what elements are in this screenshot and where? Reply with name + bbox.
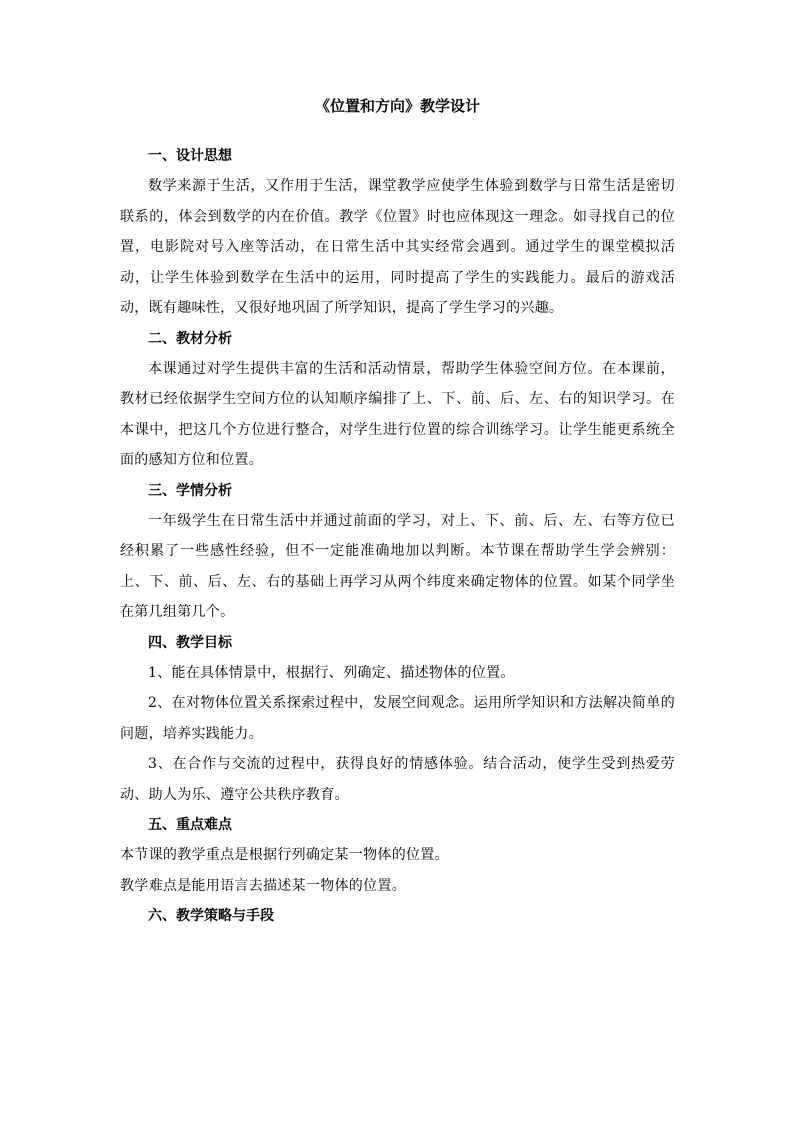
paragraph: 数学来源于生活，又作用于生活，课堂教学应使学生体验到数学与日常生活是密切联系的，体会到数学的内在价值。教学《位置》时也应体现这一理念。如寻找自己的位置，电影院对号入座等活动，在日常生活中其实经常会遇到。通过学生的课堂模拟活动，让学生体验到数学在生活中的运用，同时提高了学生的实践能力。最后的游戏活动，既有趣味性，又很好地巩固了所学知识，提高了学生学习的兴趣。 — [120, 178, 675, 316]
goal-item: 3、在合作与交流的过程中，获得良好的情感体验。结合活动，使学生受到热爱劳动、助人为乐、遵守公共秩序教育。 — [120, 756, 675, 803]
section-heading: 一、设计思想 — [148, 148, 232, 164]
paragraph: 本课通过对学生提供丰富的生活和活动情景，帮助学生体验空间方位。在本课前，教材已经依据学生空间方位的认知顺序编排了上、下、前、后、左、右的知识学习。在本课中，把这几个方位进行整合，对学生进行位置的综合训练学习。让学生能更系统全面的感知方位和位置。 — [120, 360, 675, 468]
section-textbook-analysis — [120, 324, 675, 476]
goal-item: 2、在对物体位置关系探索过程中，发展空间观念。运用所学知识和方法解决简单的问题，培养实践能力。 — [120, 695, 675, 742]
section-key-difficulties — [120, 810, 675, 901]
paragraph: 本节课的教学重点是根据行列确定某一物体的位置。 — [120, 847, 449, 863]
section-heading: 六、教学策略与手段 — [148, 908, 274, 924]
section-heading: 五、重点难点 — [148, 817, 232, 833]
paragraph: 一年级学生在日常生活中并通过前面的学习，对上、下、前、后、左、右等方位已经积累了一些感性经验，但不一定能准确地加以判断。本节课在帮助学生学会辨别：上、下、前、后、左、右的基础上再学习从两个纬度来确定物体的位置。如某个同学坐在第几组第几个。 — [120, 512, 675, 620]
section-heading: 三、学情分析 — [148, 482, 232, 499]
goal-item: 1、能在具体情景中，根据行、列确定、描述物体的位置。 — [148, 664, 515, 681]
section-teaching-goals — [120, 628, 675, 811]
section-design-idea — [120, 141, 675, 324]
document-body — [120, 95, 675, 931]
section-heading: 四、教学目标 — [148, 634, 232, 651]
paragraph: 教学难点是能用语言去描述某一物体的位置。 — [120, 877, 406, 894]
section-teaching-strategy — [120, 901, 675, 931]
section-student-analysis — [120, 476, 675, 628]
page-title: 《位置和方向》教学设计 — [314, 97, 480, 115]
section-heading: 二、教材分析 — [148, 330, 232, 347]
